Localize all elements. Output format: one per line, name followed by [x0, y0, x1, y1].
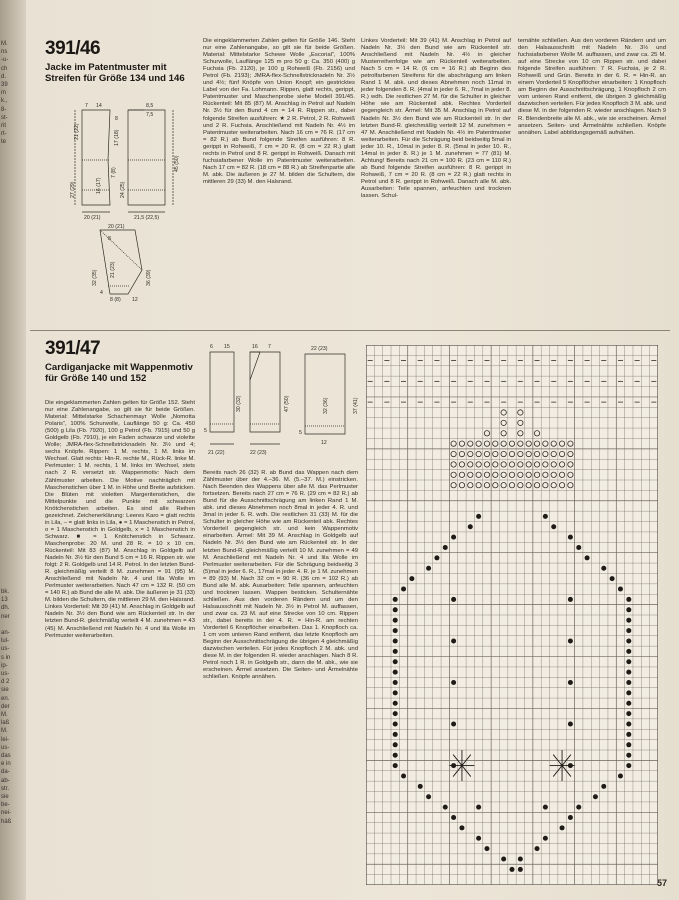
sch47-label: 22 (23) — [250, 450, 267, 456]
chart-symbol-petrol — [451, 638, 456, 643]
sch46s-label: 8 (8) — [110, 297, 121, 302]
chart-symbol-petrol — [568, 535, 573, 540]
sch46-label: 21 (22) — [74, 123, 80, 140]
chart-symbol-petrol — [401, 587, 406, 592]
pattern-47-number: 391/47 — [45, 338, 101, 359]
pattern-46-title: Jacke im Patentmuster mit Streifen für Größe 134 und 146 — [45, 62, 185, 84]
chart-symbol-petrol — [568, 815, 573, 820]
chart-symbol-petrol — [568, 597, 573, 602]
sch46s-label: 12 — [132, 297, 138, 302]
chart-symbol-petrol — [476, 836, 481, 841]
gutter-text-top: M. ns -u- ch d. 39 m k., 8- st- rit rt- te — [1, 41, 9, 146]
sch47-label: 30 (32) — [236, 395, 242, 412]
schematic-47-sleeve — [295, 340, 365, 458]
chart-symbol-petrol — [393, 763, 398, 768]
chart-symbol-petrol — [393, 659, 398, 664]
sch47-label: 7 — [268, 344, 271, 350]
sch47-label: 15 — [224, 344, 230, 350]
sch47s-label: 22 (23) — [311, 346, 328, 352]
chart-symbol-petrol — [451, 722, 456, 727]
chart-symbol-petrol — [476, 514, 481, 519]
chart-symbol-petrol — [626, 701, 631, 706]
chart-symbol-petrol — [509, 867, 514, 872]
chart-symbol-petrol — [601, 784, 606, 789]
sch47s-label: 32 (36) — [323, 397, 329, 414]
chart-symbol-petrol — [393, 722, 398, 727]
chart-symbol-petrol — [393, 628, 398, 633]
sch46-label: 24 (25) — [120, 181, 126, 198]
chart-symbol-petrol — [393, 732, 398, 737]
chart-symbol-petrol — [451, 597, 456, 602]
chart-symbol-petrol — [535, 846, 540, 851]
chart-symbol-petrol — [443, 545, 448, 550]
chart-symbol-petrol — [626, 753, 631, 758]
chart-symbol-petrol — [393, 742, 398, 747]
chart-symbol-petrol — [626, 607, 631, 612]
chart-symbol-petrol — [393, 618, 398, 623]
chart-symbol-petrol — [626, 628, 631, 633]
chart-symbol-petrol — [518, 857, 523, 862]
pattern-46-text-col2: Linkes Vorderteil: Mit 39 (41) M. Anschlag in Petrol auf Nadeln Nr. 3½ den Bund wie am Rückenteil str. Anschließend mit Nadeln Nr. 4½ in gleicher Musterreihenfolge wie am Rückenteil weiterarbeiten. Nach 5 cm = 14 R. (6 cm = 16 R.) ab Beginn des petrolfarbenen Streifens für die abschrägung am linken Rand 1 M. abk. und dieses Abnehmen noch 11mal in jeder folgenden 8. R. (4mal in jeder 6. R., 7mal in jeder 8. R.) wdh. Die restlichen 27 M. für die Schulter in gleicher Höhe wie am Rückenteil abk. Rechtes Vorderteil gegengleich str. Ärmel: Mit 35 M. Anschlag in Petrol auf Nadeln Nr. 3½ den Bund wie am Rückenteil str. In der letzten Bund-R. gleichmäßig verteilt 12 M. zunehmen = 47 M. Anschließend mit Nadeln Nr. 4½ im Patentmuster weiterarbeiten. Für die Schrägung beid beidseitig 5mal in jeder 10. R., 10mal in jeder 8. R. (5mal in jeder 10. R., 14mal in jeder 8. R.) je 1 M. zunehmen = 77 (81) M. Achtung! Bereits nach 21 cm = 100 R. (23 cm = 110 R.) ab Bund folgende Streifen ausführen: 8 R. gerippt in Rohweiß, 7 cm = 20 R. (8 cm = 22 R.) glatt rechts in Petrol und 8 R. gerippt in Rohweiß. Danach alle M. abk. Ausarbeiten: Teile spannen, anfeuchten und trocknen lassen. Schul- — [361, 38, 511, 200]
pattern-47-text-col2: Bereits nach 26 (32) R. ab Bund das Wappen nach dem Zählmuster über der 4.–36. M. (5.–37. M.) einstricken. Nach Beenden des Wappens über alle M. das Perlmuster fortsetzen. Bereits nach 27 cm = 76 R. (29 cm = 82 R.) ab Bund für die Ausschnittschrägung am linken Rand 1 M. abk. und dieses Abnehmen noch 8mal in jeder 4. R. und 3mal in jeder 6. R. wdh. Die restlichen 31 (33) M. für die Schulter in gleicher Höhe wie am Rückenteil abk. Rechtes Vorderteil gegengleich str. und kein Wappenmotiv einarbeiten. Ärmel: Mit 39 M. Anschlag in Goldgelb auf Nadeln Nr. 3½ den Bund wie am Rückenteil str. In der letzten Bund-R. gleichmäßig verteilt 10 M. zunehmen = 49 M. Anschließend mit Nadeln Nr. 4 und lila Wolle im Perlmuster weiterarbeiten. Für die Schrägung beidseitig 3 (5)mal in jeder 6. R., 17mal in jeder 4. R. je 1 M. zunehmen = 89 (93) M. Nach 32 cm = 90 R. (36 cm = 102 R.) ab Bund alle M. abk. Ausarbeiten: Teile spannen, anfeuchten und trocknen lassen. Wappen besticken. Schulternähte schließen. Aus den vorderen Rändern und um den Halsausschnitt mit Nadeln Nr. 3½ in Petrol M. auffassen, und zwar ca. 23 M. auf eine Strecke von 10 cm. Rippen str., dabei bereits in der 4. R. = Hin-R. am rechten Vorderteil 6 Knopflöcher einarbeiten. Das 1. Knopfloch ca. 1 cm vom unteren Rand entfernt, das letzte Knopfloch am Beginn der Ausschnittschrägung die übrigen 4 gleichmäßig dazwischen verteilen. Für jedes Knopfloch 2 M. abk. und diese M. in der folgenden R. wieder anschlagen. Nach 8 R. Petrol noch 1 R. in Goldgelb str., dann die M. abk., wie sie erscheinen. Ärmel ansetzen. Die Seiten- und Ärmelnähte schließen. Knöpfe annähen. — [203, 470, 358, 681]
chart-symbol-petrol — [409, 576, 414, 581]
chart-symbol-petrol — [476, 805, 481, 810]
chart-symbol-petrol — [401, 773, 406, 778]
chart-symbol-petrol — [626, 659, 631, 664]
sch46-label: 16 (17) — [96, 177, 102, 194]
chart-symbol-petrol — [484, 846, 489, 851]
chart-symbol-petrol — [393, 690, 398, 695]
chart-symbol-petrol — [626, 638, 631, 643]
pattern-46-text-col3: ternähte schließen. Aus den vorderen Rändern und um den Halsausschnitt mit Nadeln Nr. 3½ und fuchsiafarbener Wolle M. auffassen, und zwar ca. 25 M. auf eine Strecke von 10 cm Rippen str. und dabei folgende Streifen ausführen: 7 R. Fuchsia, je 2 R. Rohweiß und Grün. Bereits in der 6. R. = Hin-R. an einem Vorderteil 5 Knopflöcher einarbeiten: 1 Knopfloch am Beginn der Ausschnittschrägung, 1 Knopfloch 2 cm vom unteren Rand entfernt, die übrigen 3 gleichmäßig dazwischen verteilen. Für jedes Knopfloch 3 M. abk. und diese M. in der folgenden R. wieder anschlagen. Nach 9 R. Blendenbreite alle M. abk., wie sie erscheinen. Ärmel ansetzen. Seiten- und Ärmelnähte schließen. Knöpfe annähen. Label abbildungsgemäß aufnähen. — [518, 38, 666, 136]
chart-symbol-petrol — [393, 597, 398, 602]
sch46-label: 8,5 — [146, 103, 154, 109]
chart-symbol-petrol — [626, 618, 631, 623]
chart-symbol-petrol — [626, 732, 631, 737]
sch47-label: 6 — [210, 344, 213, 350]
chart-symbol-petrol — [443, 805, 448, 810]
page-number: 57 — [656, 878, 667, 888]
chart-symbol-petrol — [393, 649, 398, 654]
chart-symbol-petrol — [601, 566, 606, 571]
sch47-label: 5 — [204, 428, 207, 434]
chart-symbol-petrol — [393, 753, 398, 758]
chart-symbol-petrol — [468, 524, 473, 529]
pattern-46-text-col1: Die eingeklammerten Zahlen gelten für Größe 146. Steht nur eine Zahlenangabe, so gilt sie für beide Größen. Material: Mittelstarke Schewe Wolle „Escorial“, 100% Schurwolle, Lauflänge 125 m pro 50 g: Ca. 350 (400) g Fuchsia (Fb. 2120), je 100 g Rohweiß (Fb. 2156) und Petrol (Fb. 2193); JMRA-flex-Schnellstricknadeln Nr. 3½ und 4½; fünf Knöpfe von Union Knopf; ein gestricktes Label von der Fa. Lohmann. Rippen, glatt rechts, gerippt, Patentmuster und Maschenprobe siehe Modell 391/45. Rückenteil: Mit 85 (87) M. Anschlag in Petrol auf Nadeln Nr. 3½ für den Bund 4 cm = 14 R. Rippen str., dabei folgende Streifen ausführen: ★ 2 R. Petrol, 2 R. Rohweiß und 2 R. Fuchsia. Anschließend mit Nadeln Nr. 4½ im Patentmuster weiterarbeiten. Nach 16 cm = 76 R. (17 cm = 82 R.) ab Bund folgende Streifen ausführen: 8 R. gerippt in Rohweiß, 7 cm = 20 R. (8 cm = 22 R.) glatt rechts in Petrol und 8 R. gerippt in Rohweiß. Danach mit fuchsiafarbener Wolle im Patentmuster weiterarbeiten. Nach 17 cm = 82 R. (18 cm = 88 R.) ab Streifenpartie alle M. abk. Die äußeren je 27 M. bilden die Schultern, die mittleren 29 (33) M. den Halsrand. — [203, 38, 355, 185]
chart-symbol-petrol — [451, 815, 456, 820]
pattern-47-title: Cardiganjacke mit Wappenmotiv für Größe 140 und 152 — [45, 362, 193, 384]
chart-symbol-petrol — [543, 836, 548, 841]
sch46-label: 7 (8) — [111, 167, 117, 178]
chart-symbol-petrol — [426, 566, 431, 571]
sch47-label: 21 (22) — [208, 450, 225, 456]
chart-symbol-petrol — [576, 545, 581, 550]
chart-symbol-petrol — [518, 867, 523, 872]
sch46-label: 7,5 — [146, 112, 154, 118]
schematic-47-body — [200, 340, 292, 458]
sch46-label: 21,5 (22,5) — [134, 215, 160, 220]
chart-symbol-petrol — [459, 825, 464, 830]
sch47s-label: 5 — [299, 430, 302, 436]
sch46s-label: 36 (39) — [146, 269, 152, 286]
chart-symbol-petrol — [626, 690, 631, 695]
sch47-label: 47 (50) — [284, 395, 290, 412]
chart-symbol-petrol — [626, 711, 631, 716]
chart-symbol-petrol — [434, 555, 439, 560]
chart-symbol-petrol — [576, 805, 581, 810]
sch46s-label: 21 (23) — [110, 261, 116, 278]
section-divider — [30, 330, 670, 331]
chart-symbol-petrol — [626, 670, 631, 675]
sch46s-label: 8 — [108, 236, 111, 242]
chart-symbol-petrol — [501, 857, 506, 862]
sch46-label: 17 (18) — [114, 129, 120, 146]
pattern-47-text-col1: Die eingeklammerten Zahlen gelten für Größe 152. Steht nur eine Zahlenangabe, so gilt sie für beide Größen. Material: Mittelstarke Schachenmayr Wolle „Nomotta Polaris“, 100% Schurwolle, Lauflänge 50 g: Ca. 450 (500) g Lila (Fb. 7920), 100 g Petrol (Fb. 7915) und 50 g Goldgelb (Fb. 7910), je ein Faden schwarze und violette Wolle; JMRA-flex-Schnellstricknadeln Nr. 3½ und 4; sechs Knöpfe. Rippen: 1 M. rechts, 1 M. links im Wechsel. Glatt rechts: Hin-R. rechte M., Rück-R. linke M. Perlmuster: 1 M. rechts, 1 M. links im Wechsel, stets nach 2 R. versetzt str. Wappenmotiv: Nach dem Zählmuster arbeiten. Die Motive nachträglich mit Maschenstichen über 1 M. in Höhe und Breite aufsticken. Die Blüten mit violetten Margeritenstichen, die Mittelpunkte und die Punkte mit schwarzen Knötchenstichen arbeiten. Es sind alle Reihen gezeichnet. Zeichenerklärung: Leeres Karo = glatt rechts in Lila, – = glatt links in Lila, ● = 1 Maschenstich in Petrol, o = 1 Maschenstich in Goldgelb, x = 1 Maschenstich in Schwarz. ■ = 1 Knötchenstich in Schwarz. Maschenprobe: 20 M. und 28 R. = 10 x 10 cm. Rückenteil: Mit 83 (87) M. Anschlag in Goldgelb auf Nadeln Nr. 3½ für den Bund 5 cm = 16 R. Rippen str. wie folgt: 2 R. Goldgelb und 14 R. Petrol. In der letzten Bund-R. gleichmäßig verteilt 8 M. zunehmen = 91 (95) M. Anschließend mit Nadeln Nr. 4 und lila Wolle im Perlmuster weiterarbeiten. Nach 47 cm = 132 R. (50 cm = 140 R.) ab Bund die alle M. abk. Die äußeren je 31 (33) M. bilden die Schultern, die mittleren 29 M. den Halsrand. Linkes Vorderteil: Mit 39 (41) M. Anschlag in Goldgelb auf Nadeln Nr. 3½ den Bund wie am Rückenteil str. In der letzten Bund-R. gleichmäßig verteilt 4 M. zunehmen = 43 (45) M. Anschließend mit Nadeln Nr. 4 und lila Wolle im Perlmuster weiterarbeiten. — [45, 400, 195, 639]
chart-symbol-petrol — [543, 805, 548, 810]
chart-symbol-petrol — [451, 535, 456, 540]
chart-symbol-petrol — [626, 742, 631, 747]
chart-symbol-petrol — [393, 711, 398, 716]
chart-symbol-petrol — [626, 763, 631, 768]
chart-symbol-petrol — [551, 524, 556, 529]
chart-symbol-petrol — [585, 555, 590, 560]
chart-symbol-petrol — [626, 597, 631, 602]
sch46-label: 20 (21) — [84, 215, 101, 220]
chart-flower-motif — [550, 750, 575, 781]
sch47s-label: 37 (41) — [353, 397, 359, 414]
chart-symbol-petrol — [393, 638, 398, 643]
chart-symbol-petrol — [568, 638, 573, 643]
sch46-label: 8 — [115, 116, 118, 122]
sch46-label: 27 (29) — [70, 181, 76, 198]
chart-symbol-petrol — [568, 722, 573, 727]
schematic-46-back — [70, 100, 182, 220]
chart-symbol-petrol — [618, 773, 623, 778]
chart-symbol-petrol — [626, 680, 631, 685]
wappen-counting-chart — [366, 345, 658, 885]
chart-symbol-petrol — [593, 794, 598, 799]
previous-page-gutter — [0, 0, 26, 900]
chart-symbol-petrol — [610, 576, 615, 581]
chart-symbol-petrol — [393, 670, 398, 675]
chart-flower-motif — [449, 750, 474, 781]
chart-symbol-petrol — [618, 587, 623, 592]
pattern-46-number: 391/46 — [45, 38, 101, 59]
sch47-label: 16 — [252, 344, 258, 350]
chart-symbol-petrol — [626, 649, 631, 654]
chart-symbol-petrol — [560, 825, 565, 830]
chart-symbol-petrol — [393, 680, 398, 685]
chart-symbol-petrol — [568, 680, 573, 685]
chart-symbol-petrol — [418, 784, 423, 789]
sch46s-label: 4 — [100, 290, 103, 296]
chart-symbol-petrol — [626, 722, 631, 727]
sch46-label: 7 — [85, 103, 88, 109]
chart-symbol-petrol — [393, 701, 398, 706]
sch47s-label: 12 — [321, 440, 327, 446]
sch46s-label: 20 (21) — [108, 224, 125, 230]
chart-symbol-petrol — [426, 794, 431, 799]
sch46-label: 14 — [96, 103, 102, 109]
gutter-text-bottom: bk. 13 dh. ner an- lul- us- s in ip- us- d 2 sie en. der M. laß M. lei- us- das e in da- ab- str. sie be- nei- häß — [1, 589, 12, 825]
sch46s-label: 32 (35) — [92, 269, 98, 286]
sch46-label: 45 (50) — [174, 155, 180, 172]
chart-symbol-petrol — [543, 514, 548, 519]
chart-symbol-petrol — [393, 607, 398, 612]
chart-symbol-petrol — [451, 680, 456, 685]
schematic-46-sleeve — [80, 222, 160, 302]
